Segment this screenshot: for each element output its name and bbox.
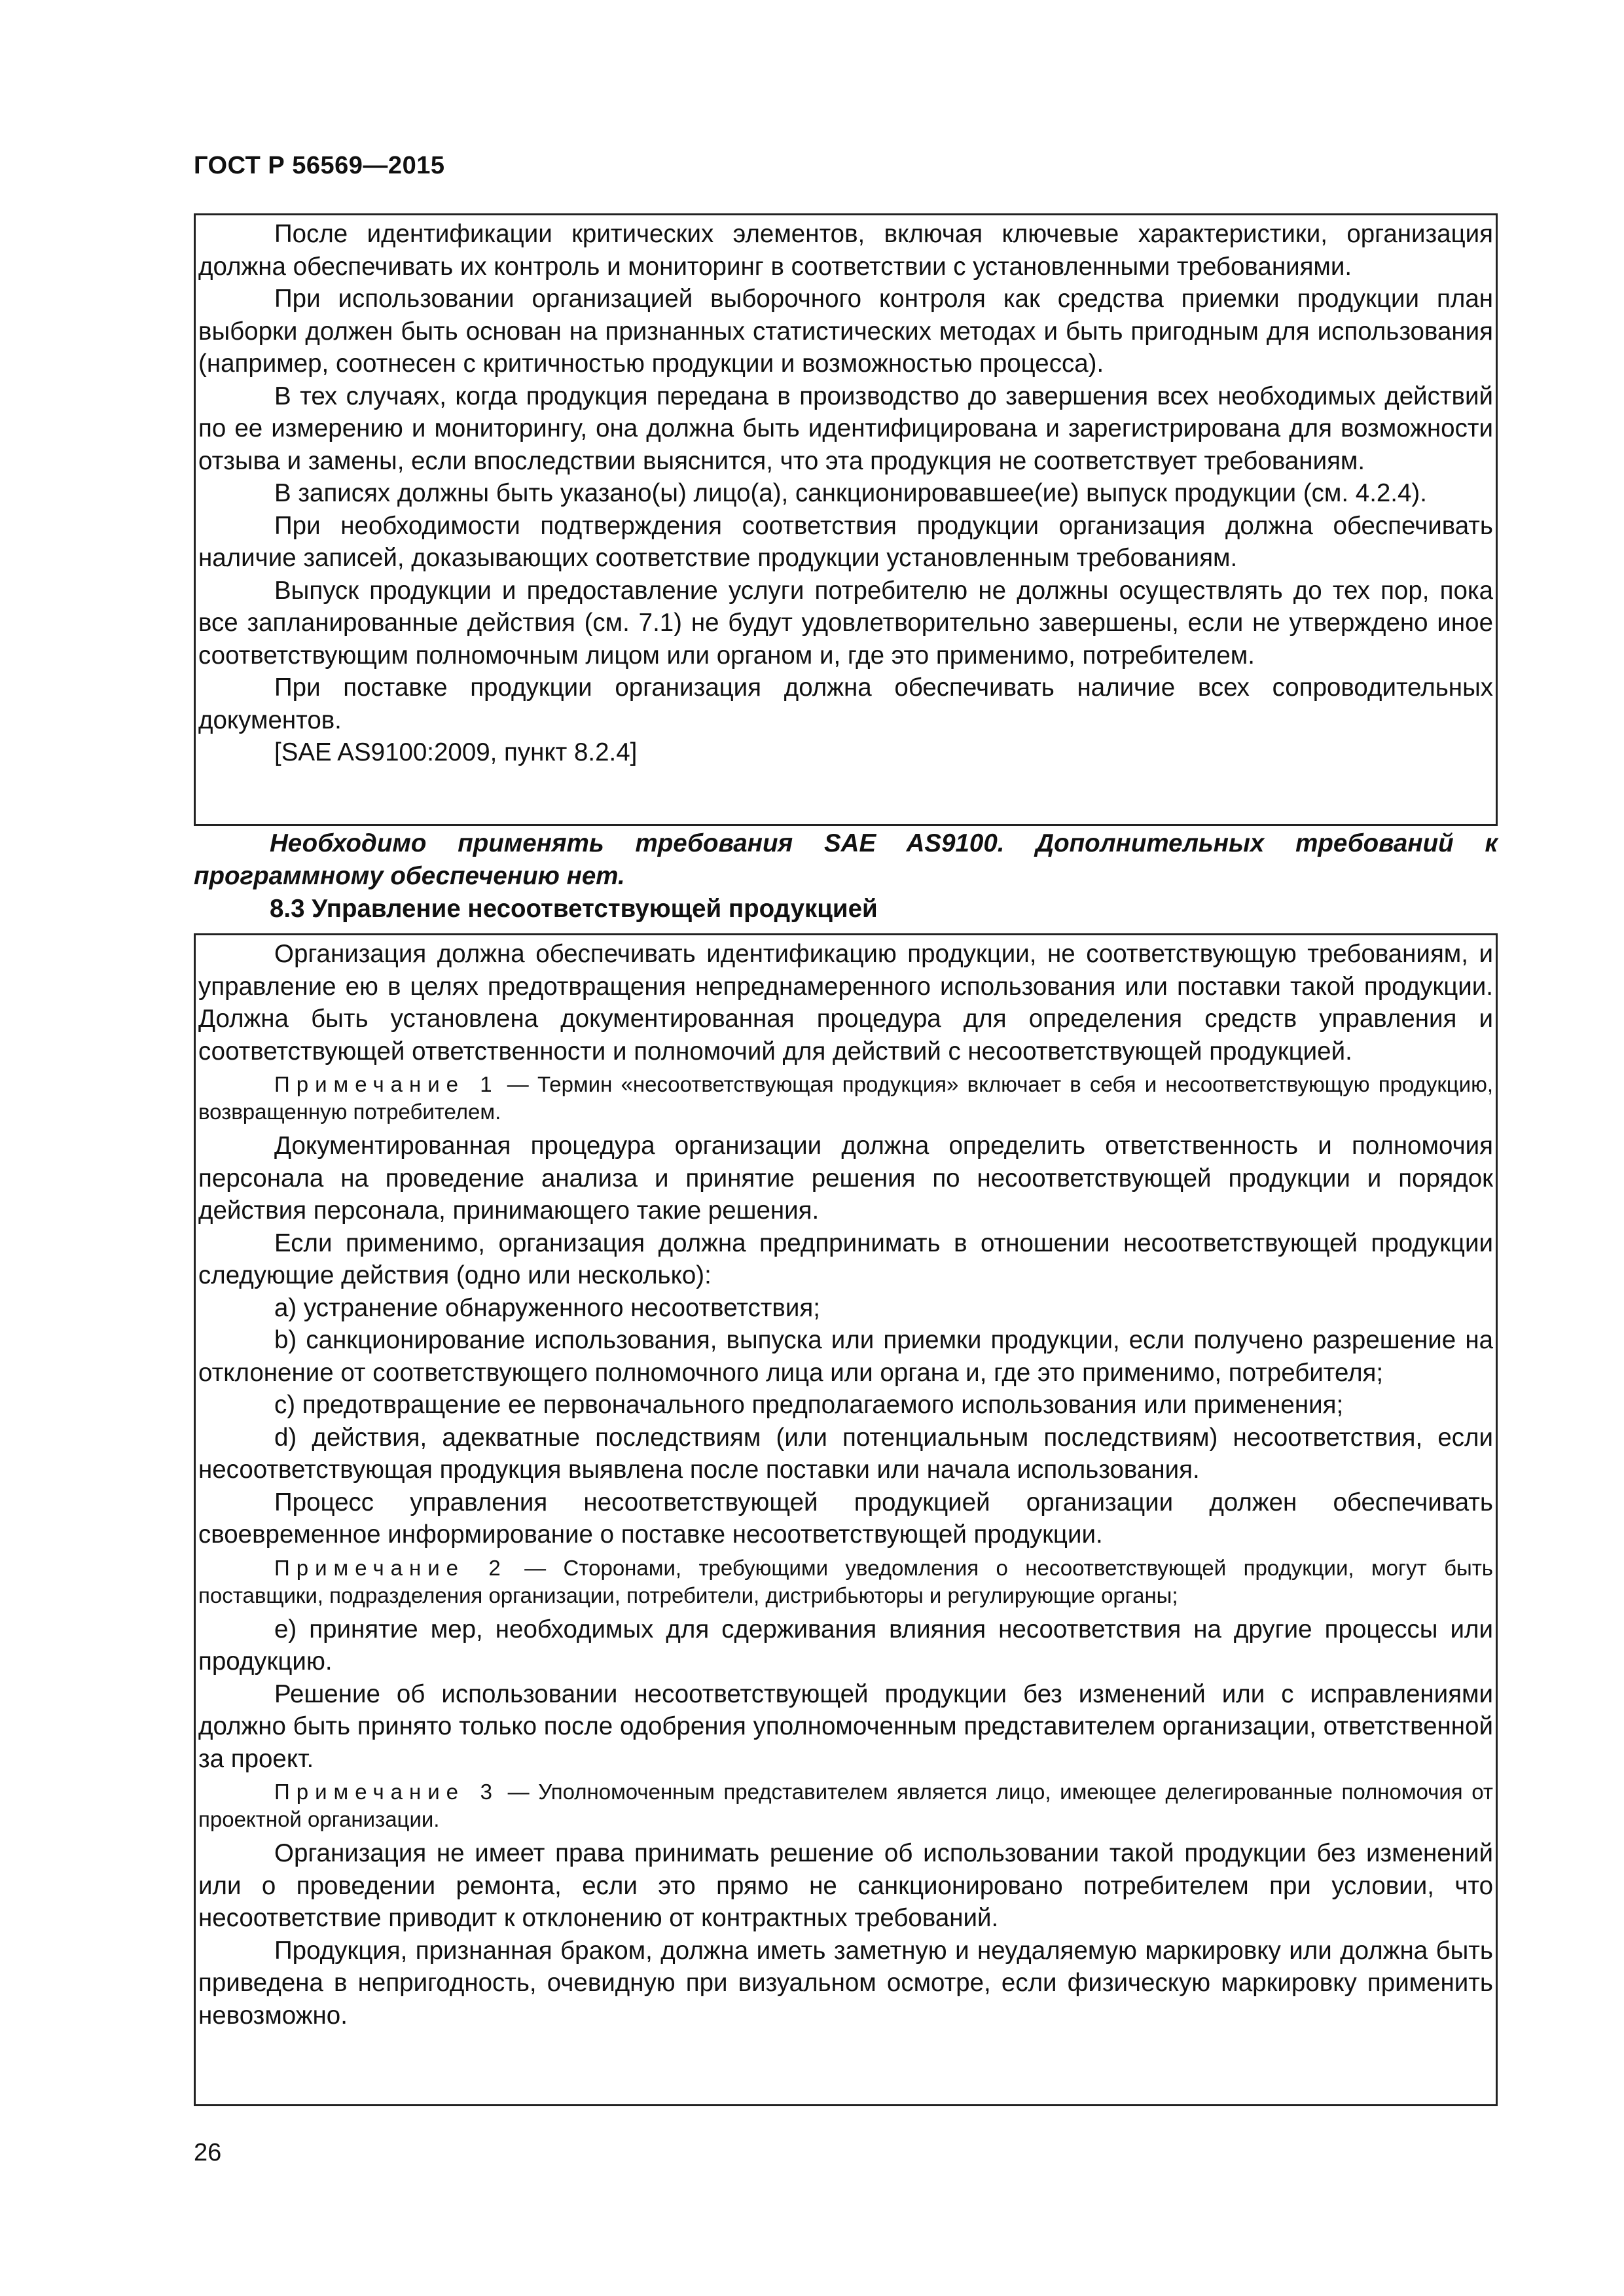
- document-header: ГОСТ Р 56569—2015: [194, 152, 445, 179]
- note-2: [198, 1554, 1493, 1609]
- paragraph: Процесс управления несоответствующей продукцией организации должен обеспечивать своевременное информирование о поставке несоответствующей продукции.: [198, 1488, 1493, 1549]
- paragraph: После идентификации критических элементов, включая ключевые характеристики, организация должна обеспечивать их контроль и мониторинг в соответствии с установленными требованиями.: [198, 220, 1493, 281]
- list-item-d: d) действия, адекватные последствиям (или потенциальным последствиям) несоответствия, если несоответствующая продукция выявлена после поставки или начала использования.: [198, 1423, 1493, 1484]
- paragraph: Организация должна обеспечивать идентификацию продукции, не соответствующую требованиям, и управление ею в целях предотвращения непреднамеренного использования или поставки такой продукции. Должна быть установлена документированная процедура для определения средств управления и соответствующей ответственности и полномочий для действий с несоответствующей продукцией.: [198, 940, 1493, 1066]
- paragraph: При поставке продукции организация должна обеспечивать наличие всех сопроводительных документов.: [198, 673, 1493, 734]
- note-label: Примечание 1: [274, 1072, 499, 1096]
- note-text: — Сторонами, требующими уведомления о несоответствующей продукции, могут быть поставщики, подразделения организации, потребители, дистрибьюторы и регулирующие органы;: [198, 1555, 1494, 1607]
- paragraph: Организация не имеет права принимать решение об использовании такой продукции без изменений или о проведении ремонта, если это прямо не санкционировано потребителем при условии, что несоответствие приводит к отклонению от контрактных требований.: [198, 1839, 1493, 1932]
- page-number: 26: [194, 2139, 222, 2166]
- list-item-b: b) санкционирование использования, выпуска или приемки продукции, если получено разрешение на отклонение от соответствующего полномочного лица или органа и, где это применимо, потребителя;: [198, 1326, 1493, 1387]
- quoted-requirements-box-8-3: [194, 933, 1498, 2106]
- list-item-a: a) устранение обнаруженного несоответствия;: [274, 1293, 820, 1322]
- note-3: [198, 1778, 1493, 1833]
- note-label: Примечание 3: [274, 1780, 499, 1804]
- note-text: — Уполномоченным представителем является лицо, имеющее делегированные полномочия от проектной организации.: [198, 1780, 1494, 1831]
- note-text: — Термин «несоответствующая продукция» включает в себя и несоответствующую продукцию, возвращенную потребителем.: [198, 1072, 1494, 1124]
- list-item-e: e) принятие мер, необходимых для сдерживания влияния несоответствия на другие процессы или продукцию.: [198, 1615, 1493, 1676]
- note-1: [198, 1071, 1493, 1126]
- paragraph: Выпуск продукции и предоставление услуги потребителю не должны осуществлять до тех пор, пока все запланированные действия (см. 7.1) не будут удовлетворительно завершены, если не утверждено иное соответствующим полномочным лицом или органом и, где это применимо, потребителем.: [198, 576, 1493, 670]
- note-label: Примечание 2: [274, 1555, 507, 1580]
- paragraph: Если применимо, организация должна предпринимать в отношении несоответствующей продукции следующие действия (одно или несколько):: [198, 1229, 1493, 1289]
- quoted-requirements-box-8-2-4: [194, 213, 1498, 826]
- paragraph: При необходимости подтверждения соответствия продукции организация должна обеспечивать наличие записей, доказывающих соответствие продукции установленным требованиям.: [198, 511, 1493, 572]
- paragraph: Документированная процедура организации должна определить ответственность и полномочия персонала на проведение анализа и принятие решения по несоответствующей продукции и порядок действия персонала, принимающего такие решения.: [198, 1132, 1493, 1225]
- source-reference: [SAE AS9100:2009, пункт 8.2.4]: [274, 738, 638, 766]
- requirement-note: Необходимо применять требования SAE AS9100. Дополнительных требований к программному обеспечению нет.: [194, 829, 1498, 890]
- list-item-c: c) предотвращение ее первоначального предполагаемого использования или применения;: [274, 1391, 1344, 1419]
- paragraph: Решение об использовании несоответствующей продукции без изменений или с исправлениями должно быть принято только после одобрения уполномоченным представителем организации, ответственной за проект.: [198, 1679, 1493, 1773]
- paragraph: В записях должны быть указано(ы) лицо(а), санкционировавшее(ие) выпуск продукции (см. 4.2.4).: [274, 479, 1427, 507]
- section-title: 8.3 Управление несоответствующей продукцией: [270, 895, 878, 923]
- paragraph: Продукция, признанная браком, должна иметь заметную и неудаляемую маркировку или должна быть приведена в непригодность, очевидную при визуальном осмотре, если физическую маркировку применить невозможно.: [198, 1936, 1493, 2030]
- paragraph: При использовании организацией выборочного контроля как средства приемки продукции план выборки должен быть основан на признанных статистических методах и быть пригодным для использования (например, соотнесен с критичностью продукции и возможностью процесса).: [198, 285, 1493, 378]
- paragraph: В тех случаях, когда продукция передана в производство до завершения всех необходимых действий по ее измерению и мониторингу, она должна быть идентифицирована и зарегистрирована для возможности отзыва и замены, если впоследствии выяснится, что эта продукция не соответствует требованиям.: [198, 382, 1493, 475]
